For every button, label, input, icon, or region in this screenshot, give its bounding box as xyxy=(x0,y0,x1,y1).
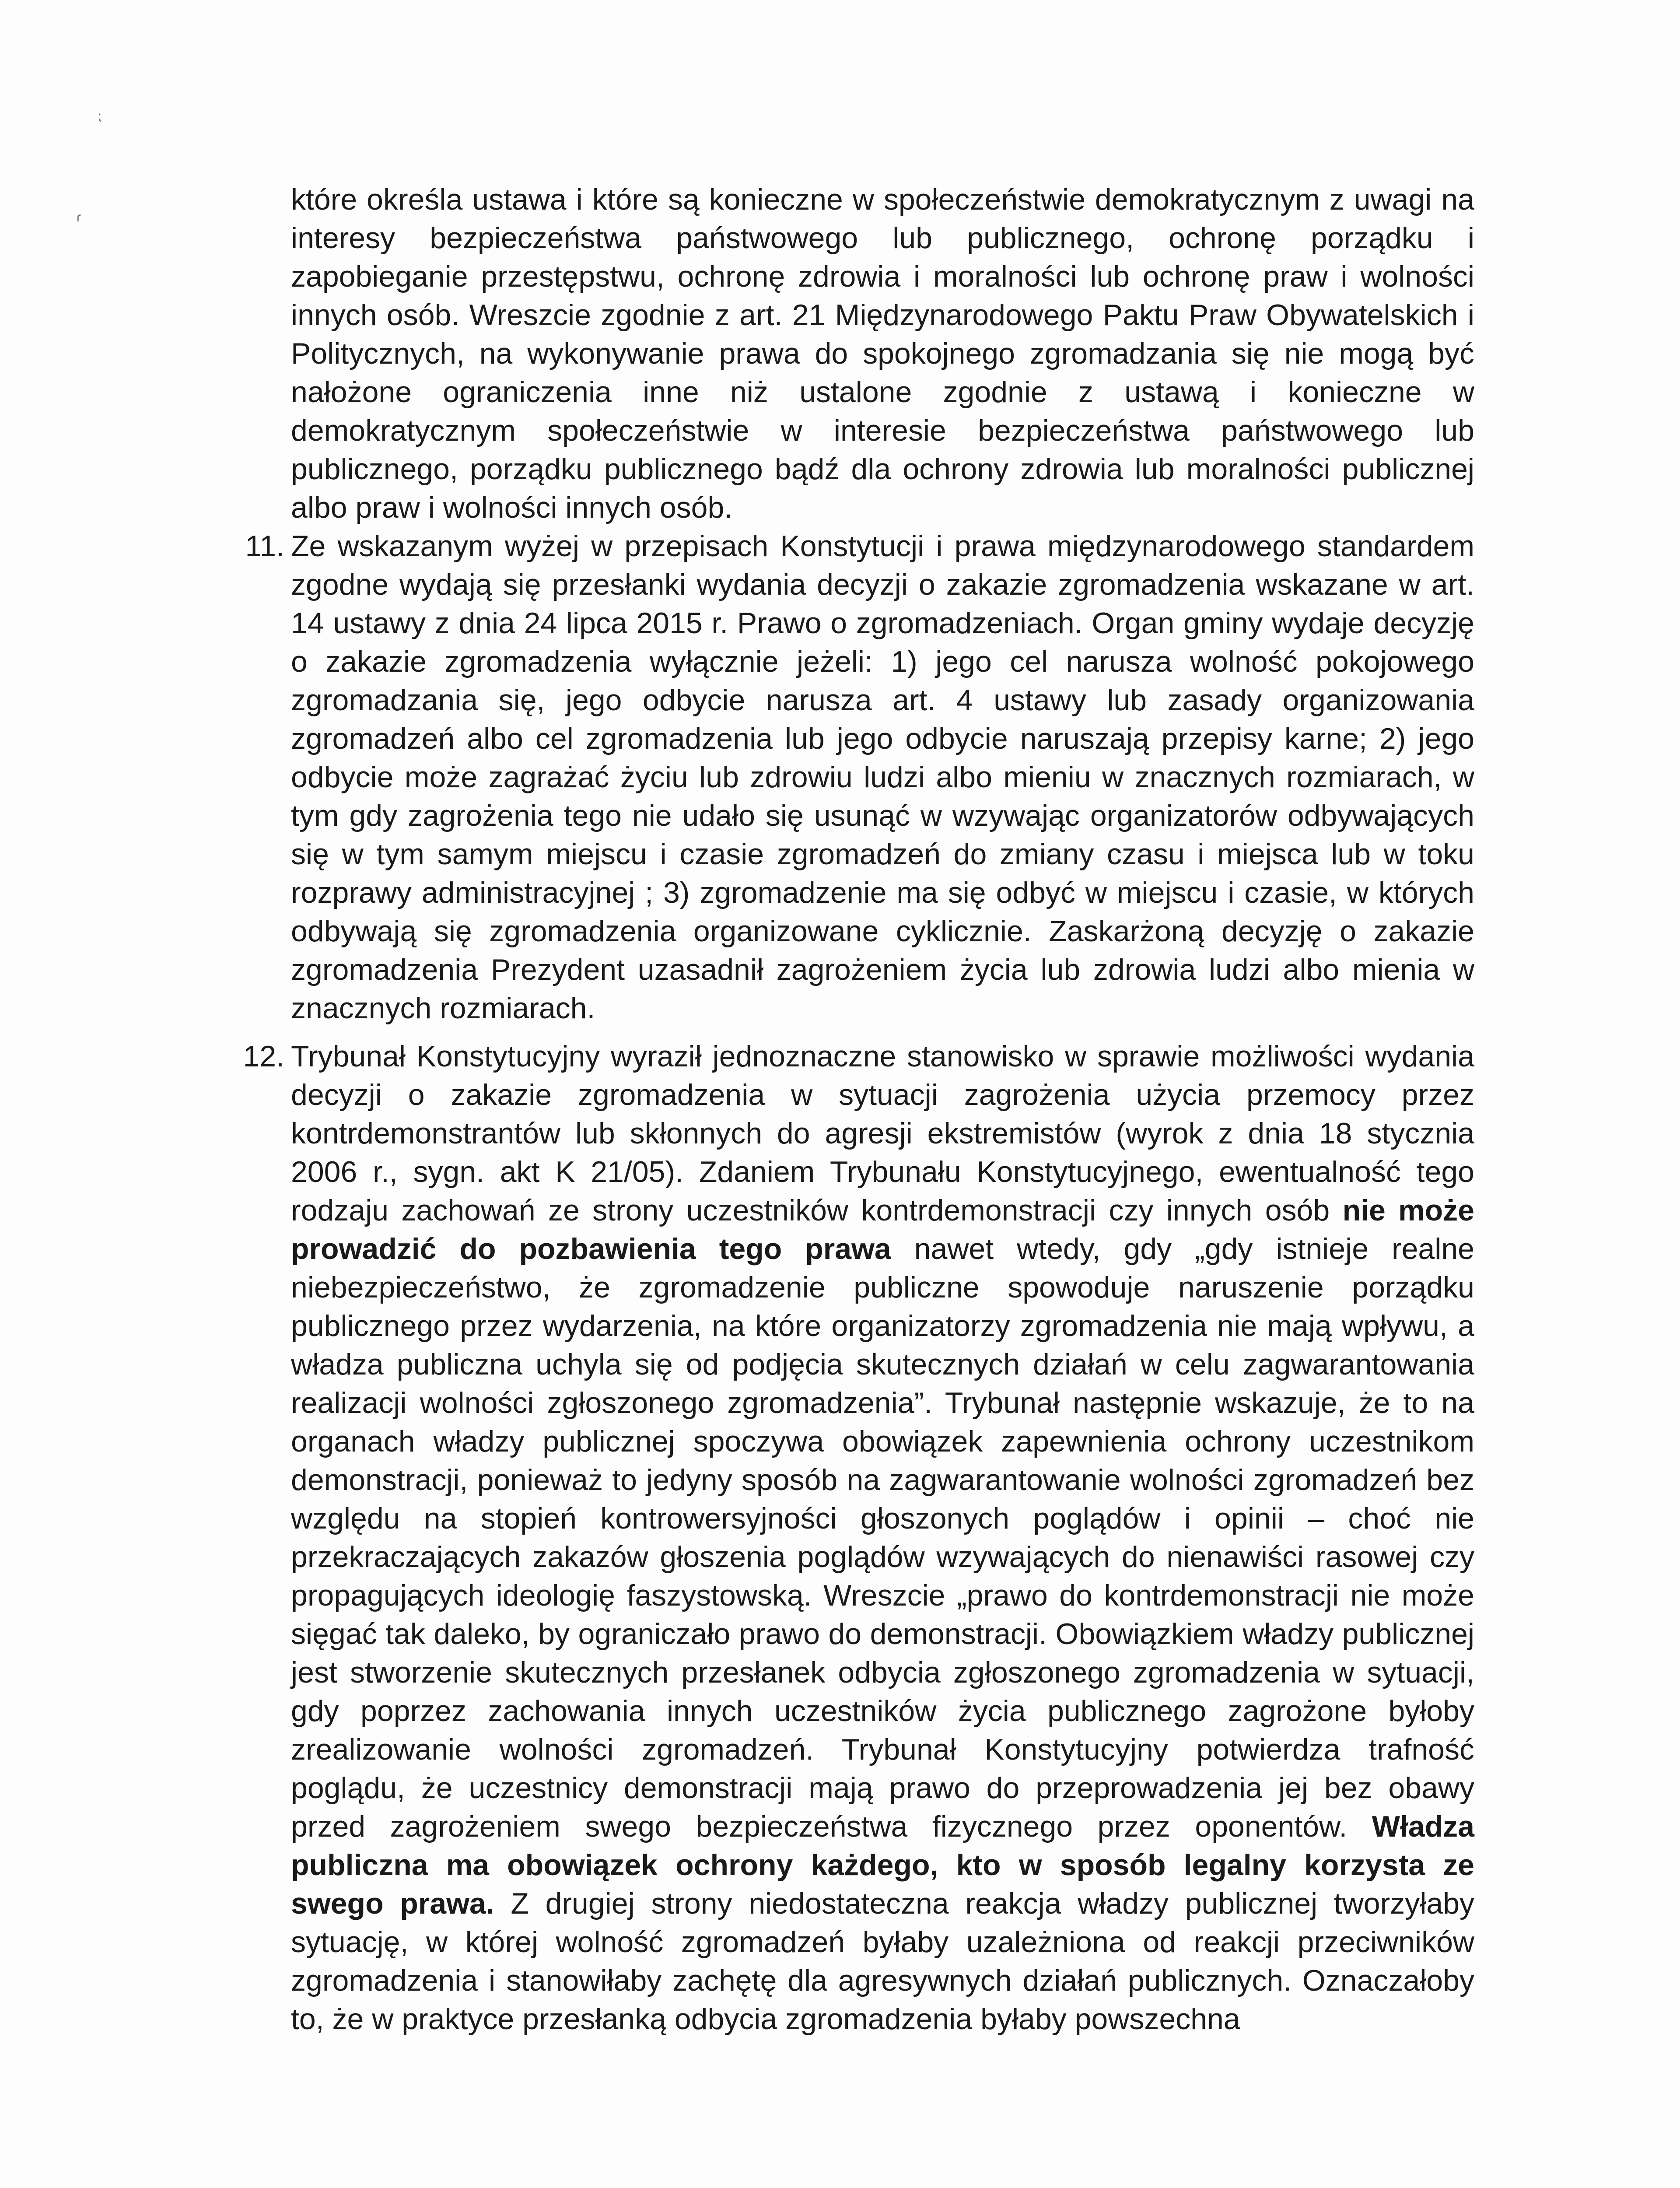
scan-speck: ⁏ xyxy=(97,109,102,123)
list-item-text: Ze wskazanym wyżej w przepisach Konstytucji i prawa międzynarodowego standardem zgodne wydają się przesłanki wydania decyzji o zakazie zgromadzenia wskazane w art. 14 ustawy z dnia 24 lipca 2015 r. Prawo o zgromadzeniach. Organ gminy wydaje decyzję o zakazie zgromadzenia wyłącznie jeżeli: 1) jego cel narusza wolność pokojowego zgromadzania się, jego odbycie narusza art. 4 ustawy lub zasady organizowania zgromadzeń albo cel zgromadzenia lub jego odbycie naruszają przepisy karne; 2) jego odbycie może zagrażać życiu lub zdrowiu ludzi albo mieniu w znacznych rozmiarach, w tym gdy zagrożenia tego nie udało się usunąć w wzywając organizatorów odbywających się w tym samym miejscu i czasie zgromadzeń do zmiany czasu i miejsca lub w toku rozprawy administracyjnej ; 3) zgromadzenie ma się odbyć w miejscu i czasie, w których odbywają się zgromadzenia organizowane cyklicznie. Zaskarżoną decyzję o zakazie zgromadzenia Prezydent uzasadnił zagrożeniem życia lub zdrowia ludzi albo mienia w znacznych rozmiarach. xyxy=(291,529,1474,1025)
bold-emphasis: Władza publiczna ma obowiązek ochrony każdego, kto w sposób legalny korzysta ze swego prawa. xyxy=(291,1810,1474,1920)
bold-emphasis: nie może prowadzić do pozbawienia tego prawa xyxy=(291,1194,1474,1266)
scan-speck: ɾ xyxy=(77,210,81,224)
list-item-number: 11. xyxy=(245,529,284,563)
list-item-number: 12. xyxy=(243,1040,284,1073)
document-body xyxy=(243,180,1475,2038)
list-item-12 xyxy=(243,1037,1475,2038)
list-item-11 xyxy=(245,527,1474,1027)
text-segment: Trybunał Konstytucyjny wyraził jednoznaczne stanowisko w sprawie możliwości wydania decyzji o zakazie zgromadzenia w sytuacji zagrożenia użycia przemocy przez kontrdemonstrantów lub skłonnych do agresji ekstremistów (wyrok z dnia 18 stycznia 2006 r., sygn. akt K 21/05). Zdaniem Trybunału Konstytucyjnego, ewentualność tego rodzaju zachowań ze strony uczestników kontrdemonstracji czy innych osób xyxy=(291,1040,1474,1227)
intro-paragraph: które określa ustawa i które są konieczne w społeczeństwie demokratycznym z uwagi na interesy bezpieczeństwa państwowego lub publicznego, ochronę porządku i zapobieganie przestępstwu, ochronę zdrowia i moralności lub ochronę praw i wolności innych osób. Wreszcie zgodnie z art. 21 Międzynarodowego Paktu Praw Obywatelskich i Politycznych, na wykonywanie prawa do spokojnego zgromadzania się nie mogą być nałożone ograniczenia inne niż ustalone zgodnie z ustawą i konieczne w demokratycznym społeczeństwie w interesie bezpieczeństwa państwowego lub publicznego, porządku publicznego bądź dla ochrony zdrowia lub moralności publicznej albo praw i wolności innych osób. xyxy=(291,183,1474,524)
text-segment: nawet wtedy, gdy „gdy istnieje realne niebezpieczeństwo, że zgromadzenie publiczne spowoduje naruszenie porządku publicznego przez wydarzenia, na które organizatorzy zgromadzenia nie mają wpływu, a władza publiczna uchyla się od podjęcia skutecznych działań w celu zagwarantowania realizacji wolności zgłoszonego zgromadzenia”. Trybunał następnie wskazuje, że to na organach władzy publicznej spoczywa obowiązek zapewnienia ochrony uczestnikom demonstracji, ponieważ to jedyny sposób na zagwarantowanie wolności zgromadzeń bez względu na stopień kontrowersyjności głoszonych poglądów i opinii – choć nie przekraczających zakazów głoszenia poglądów wzywających do nienawiści rasowej czy propagujących ideologię faszystowską. Wreszcie „prawo do kontrdemonstracji nie może sięgać tak daleko, by ograniczało prawo do demonstracji. Obowiązkiem władzy publicznej jest stworzenie skutecznych przesłanek odbycia zgłoszonego zgromadzenia w sytuacji, gdy poprzez zachowania innych uczestników życia publicznego zagrożone byłoby zrealizowanie wolności zgromadzeń. Trybunał Konstytucyjny potwierdza trafność poglądu, że uczestnicy demonstracji mają prawo do przeprowadzenia jej bez obawy przed zagrożeniem swego bezpieczeństwa fizycznego przez oponentów. xyxy=(291,1232,1474,1843)
text-segment: Z drugiej strony niedostateczna reakcja władzy publicznej tworzyłaby sytuację, w której wolność zgromadzeń byłaby uzależniona od reakcji przeciwników zgromadzenia i stanowiłaby zachętę dla agresywnych działań publicznych. Oznaczałoby to, że w praktyce przesłanką odbycia zgromadzenia byłaby powszechna xyxy=(291,1887,1475,2036)
list-item-text xyxy=(291,1037,1474,2038)
